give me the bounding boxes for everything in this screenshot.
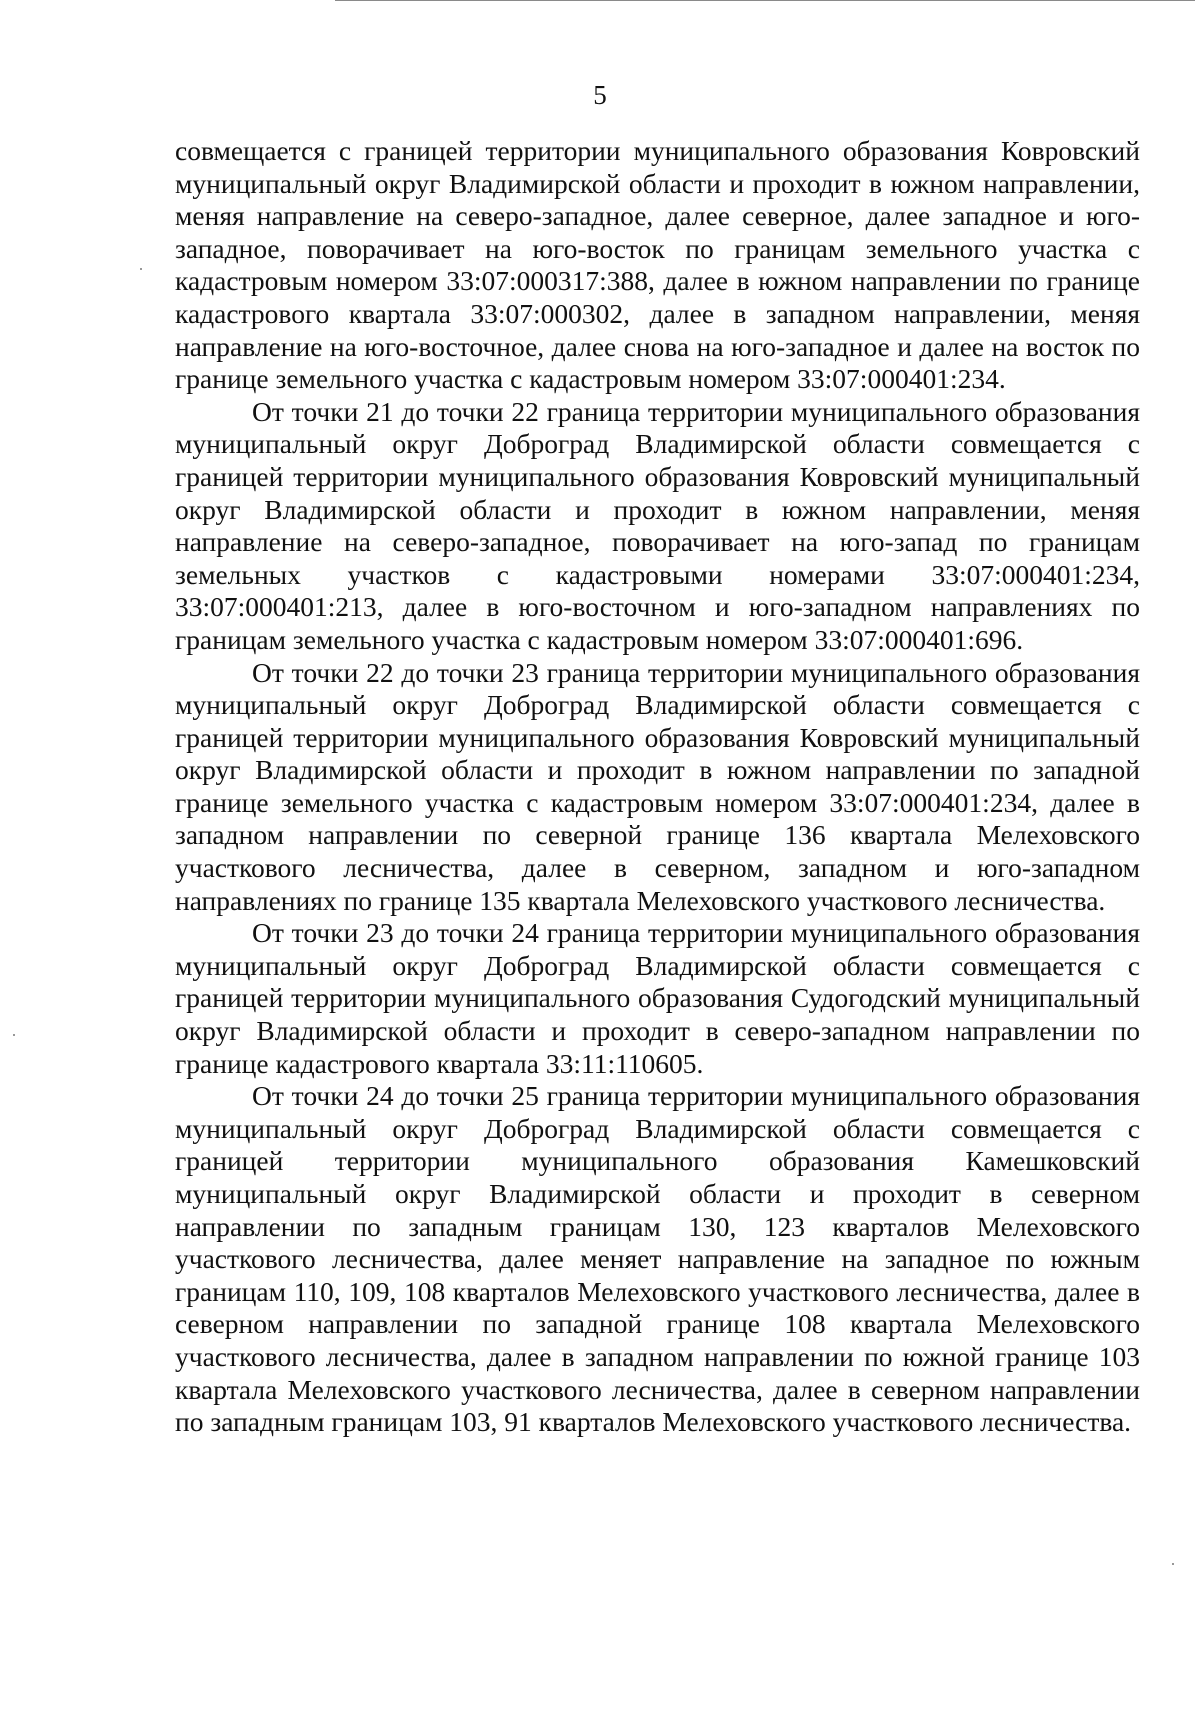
paragraph-continuation: совмещается с границей территории муниципального образования Ковровский муниципальный округ Владимирской области и проходит в южном направлении, меняя направление на северо-западное, далее северное, далее западное и юго-западное, поворачивает на юго-восток по границам земельного участка с кадастровым номером 33:07:000317:388, далее в южном направлении по границе кадастрового квартала 33:07:000302, далее в западном направлении, меняя направление на юго-восточное, далее снова на юго-западное и далее на восток по границе земельного участка с кадастровым номером 33:07:000401:234. [175, 135, 1140, 395]
document-body [175, 135, 1140, 1439]
page-number: 5 [593, 80, 607, 110]
scan-speck [1172, 1563, 1174, 1565]
scan-top-edge-line [335, 0, 1195, 1]
paragraph-points-22-23: От точки 22 до точки 23 граница территории муниципального образования муниципальный округ Доброград Владимирской области совмещается с границей территории муниципального образования Ковровский муниципальный округ Владимирской области и проходит в южном направлении по западной границе земельного участка с кадастровым номером 33:07:000401:234, далее в западном направлении по северной границе 136 квартала Мелеховского участкового лесничества, далее в северном, западном и юго-западном направлениях по границе 135 квартала Мелеховского участкового лесничества. [175, 656, 1140, 916]
scan-speck [13, 1034, 15, 1036]
paragraph-points-24-25: От точки 24 до точки 25 граница территории муниципального образования муниципальный округ Доброград Владимирской области совмещается с границей территории муниципального образования Камешковский муниципальный округ Владимирской области и проходит в северном направлении по западным границам 130, 123 кварталов Мелеховского участкового лесничества, далее меняет направление на западное по южным границам 110, 109, 108 кварталов Мелеховского участкового лесничества, далее в северном направлении по западной границе 108 квартала Мелеховского участкового лесничества, далее в западном направлении по южной границе 103 квартала Мелеховского участкового лесничества, далее в северном направлении по западным границам 103, 91 кварталов Мелеховского участкового лесничества. [175, 1080, 1140, 1438]
paragraph-points-21-22: От точки 21 до точки 22 граница территории муниципального образования муниципальный округ Доброград Владимирской области совмещается с границей территории муниципального образования Ковровский муниципальный округ Владимирской области и проходит в южном направлении, меняя направление на северо-западное, поворачивает на юго-запад по границам земельных участков с кадастровыми номерами 33:07:000401:234, 33:07:000401:213, далее в юго-восточном и юго-западном направлениях по границам земельного участка с кадастровым номером 33:07:000401:696. [175, 395, 1140, 655]
scan-speck [140, 268, 142, 270]
paragraph-points-23-24: От точки 23 до точки 24 граница территории муниципального образования муниципальный округ Доброград Владимирской области совмещается с границей территории муниципального образования Судогодский муниципальный округ Владимирской области и проходит в северо-западном направлении по границе кадастрового квартала 33:11:110605. [175, 917, 1140, 1079]
